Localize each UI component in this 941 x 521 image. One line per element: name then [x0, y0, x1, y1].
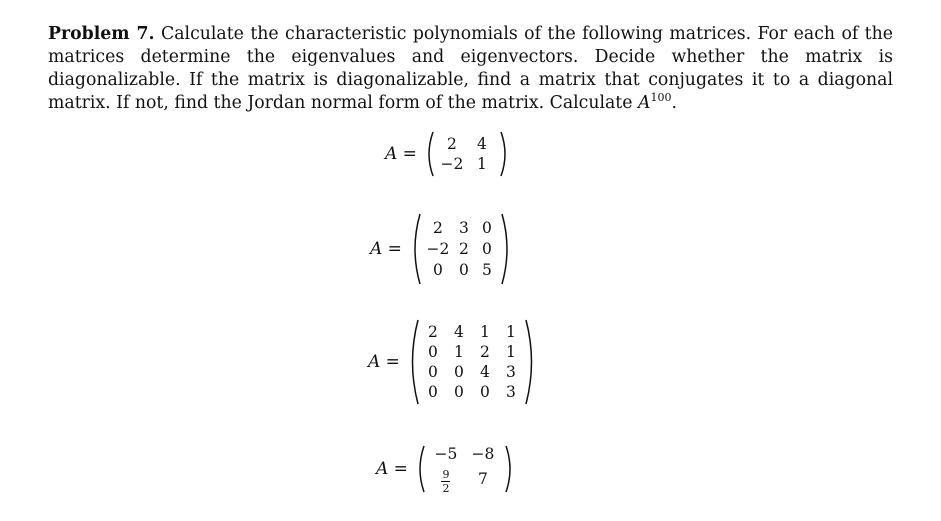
right-paren-icon: [500, 212, 514, 286]
matrix-cell: 0: [454, 363, 464, 381]
matrix-cell: 4: [454, 323, 464, 341]
matrix-3-lhs: A =: [368, 352, 400, 372]
problem-text: Calculate the characteristic polynomials of the following matrices. For each of the matrices determine the eigenvalues and eigenvectors. Decide whether the matrix is diagonalizable. If the matrix is diagonalizable, find a matrix that conjugates it to a diagonal matrix. If not, find the Jordan normal form of the matrix. Calculate: [48, 24, 893, 113]
matrix-cell: 2: [459, 240, 469, 258]
power-exponent: 100: [650, 91, 672, 104]
matrix-cell: 3: [459, 219, 469, 237]
problem-label: Problem 7.: [48, 24, 155, 44]
problem-statement: [48, 23, 893, 115]
fraction-denominator: 2: [442, 481, 450, 495]
left-paren-icon: [423, 130, 435, 178]
matrix-3-grid: [420, 323, 524, 401]
matrix-cell: 2: [480, 343, 490, 361]
power-base: A: [637, 93, 651, 113]
matrix-4-lhs: A =: [376, 459, 408, 479]
matrix-cell: 1: [506, 343, 516, 361]
fraction-numerator: 9: [442, 467, 450, 481]
matrix-cell: 4: [477, 135, 487, 153]
left-paren-icon: [408, 212, 422, 286]
matrix-1-grid: [437, 135, 497, 173]
matrix-cell: 3: [506, 363, 516, 381]
matrix-cell: 2: [433, 219, 443, 237]
matrix-cell: 0: [454, 383, 464, 401]
matrix-4-grid: [428, 445, 502, 494]
matrix-4: [376, 444, 516, 494]
matrix-cell: −2: [426, 240, 450, 258]
left-paren-icon: [414, 444, 426, 494]
right-paren-icon: [499, 130, 511, 178]
matrix-cell: 1: [454, 343, 464, 361]
matrix-cell: 7: [478, 469, 488, 488]
problem-end: .: [671, 93, 677, 113]
matrix-cell: 2: [428, 323, 438, 341]
matrix-2: [370, 212, 514, 286]
matrix-cell: 0: [480, 383, 490, 401]
matrix-cell: 0: [428, 383, 438, 401]
matrix-cell-fraction: [428, 464, 464, 494]
matrix-cell: 4: [480, 363, 490, 381]
matrix-2-lhs: A =: [370, 239, 402, 259]
matrix-cell: −8: [471, 444, 495, 463]
matrix-cell: 0: [428, 343, 438, 361]
left-paren-icon: [406, 318, 420, 406]
matrix-cell: 1: [477, 155, 487, 173]
matrix-1-lhs: A =: [385, 144, 417, 164]
matrix-cell: 0: [482, 240, 492, 258]
matrix-cell: 0: [459, 261, 469, 279]
right-paren-icon: [504, 444, 516, 494]
matrix-3: [368, 318, 538, 406]
matrix-cell: 3: [506, 383, 516, 401]
matrix-cell: 0: [433, 261, 443, 279]
matrix-cell: 1: [506, 323, 516, 341]
matrix-cell: 1: [480, 323, 490, 341]
matrix-cell: −2: [440, 155, 464, 173]
matrix-cell: 5: [482, 261, 492, 279]
matrix-2-grid: [424, 219, 498, 279]
matrix-cell: 2: [447, 135, 457, 153]
matrix-cell: −5: [434, 444, 458, 463]
matrix-cell: 0: [428, 363, 438, 381]
matrix-1: [385, 130, 511, 178]
matrix-cell: 0: [482, 219, 492, 237]
right-paren-icon: [524, 318, 538, 406]
